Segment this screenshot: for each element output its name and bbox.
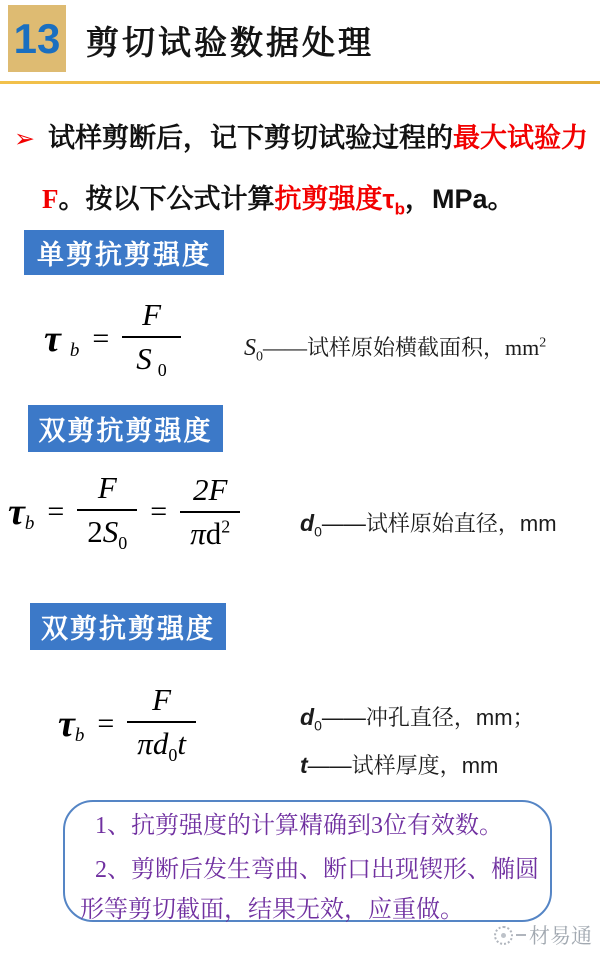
fraction-bar: [127, 721, 196, 723]
denominator: $\pi d_0t$: [137, 725, 186, 765]
tau-subscript: b: [69, 340, 80, 362]
tau-symbol: τ: [44, 317, 61, 360]
intro-tail-black: ，MPa。: [404, 184, 515, 214]
section-label-punch-shear: [30, 603, 226, 650]
formula-single-shear: [44, 297, 181, 381]
tau-subscript: b: [74, 725, 85, 747]
denominator: $2S_0$: [87, 513, 128, 553]
force-symbol: F: [42, 184, 59, 214]
fraction-bar: [77, 509, 137, 511]
watermark-text: 材易通: [529, 925, 592, 948]
intro-paragraph: [14, 108, 594, 239]
section-label-double-shear: [28, 405, 223, 452]
section-label-text: 双剪抗剪强度: [41, 614, 215, 644]
watermark-logo-icon: [494, 926, 513, 945]
summary-line-1: 1、抗剪强度的计算精确到3位有效数。: [95, 813, 503, 839]
numerator: F: [97, 470, 117, 505]
fraction-bar: [122, 336, 181, 338]
note-cross-section: $S_0——$试样原始横截面积，$mm^2$: [244, 335, 547, 365]
tau-subscript: b: [24, 513, 35, 535]
intro-text-red: 最大试验力: [452, 123, 588, 153]
equals-sign: =: [92, 321, 110, 355]
equals-sign: =: [97, 706, 115, 740]
denominator: $\pi d^2$: [190, 515, 231, 551]
equals-sign: =: [47, 494, 65, 528]
fraction: [127, 682, 196, 766]
page-title: 剪切试验数据处理: [86, 24, 374, 61]
intro-text-black: 试样剪断后，记下剪切试验过程的: [47, 123, 453, 153]
formula-double-shear: [8, 470, 240, 554]
note-diameter: $d_0——$试样原始直径，mm: [300, 510, 557, 540]
watermark: [494, 920, 592, 950]
header-divider: [0, 81, 600, 84]
slide-number: 13: [13, 14, 61, 62]
formula-punch-shear: [58, 682, 196, 766]
section-label-text: 双剪抗剪强度: [38, 416, 213, 446]
fraction: [180, 472, 240, 551]
numerator: 2F: [193, 472, 228, 508]
tau-symbol: τ: [58, 702, 75, 745]
section-label-text: 单剪抗剪强度: [37, 240, 211, 270]
summary-line-3: 形等剪切截面，结果无效，应重做。: [80, 897, 464, 923]
fraction: [77, 470, 137, 554]
equals-sign: =: [150, 494, 168, 528]
numerator: F: [142, 297, 162, 332]
watermark-dash: [516, 934, 526, 936]
section-label-single-shear: [24, 230, 224, 275]
summary-notes: [80, 806, 540, 930]
note-punch-diameter: $d_0——$冲孔直径，mm；: [300, 704, 535, 734]
strength-subscript: b: [394, 199, 405, 219]
note-punch: [300, 697, 535, 794]
bullet-arrow-icon: ➢: [14, 125, 35, 153]
intro-mid-black: 。按以下公式计算: [58, 184, 275, 214]
strength-term-red: 抗剪强度τ: [274, 184, 395, 214]
intro-line-2: [14, 169, 594, 239]
slide-number-box: [8, 5, 66, 72]
fraction: [122, 297, 181, 381]
tau-symbol: τ: [8, 490, 25, 533]
numerator: F: [152, 682, 172, 717]
denominator: S $_0$: [136, 340, 167, 380]
note-thickness: t——试样厚度，mm: [300, 752, 499, 779]
fraction-bar: [180, 511, 240, 513]
summary-line-2: 2、剪断后发生弯曲、断口出现锲形、椭圆: [95, 857, 539, 883]
intro-line-1: [14, 108, 594, 169]
